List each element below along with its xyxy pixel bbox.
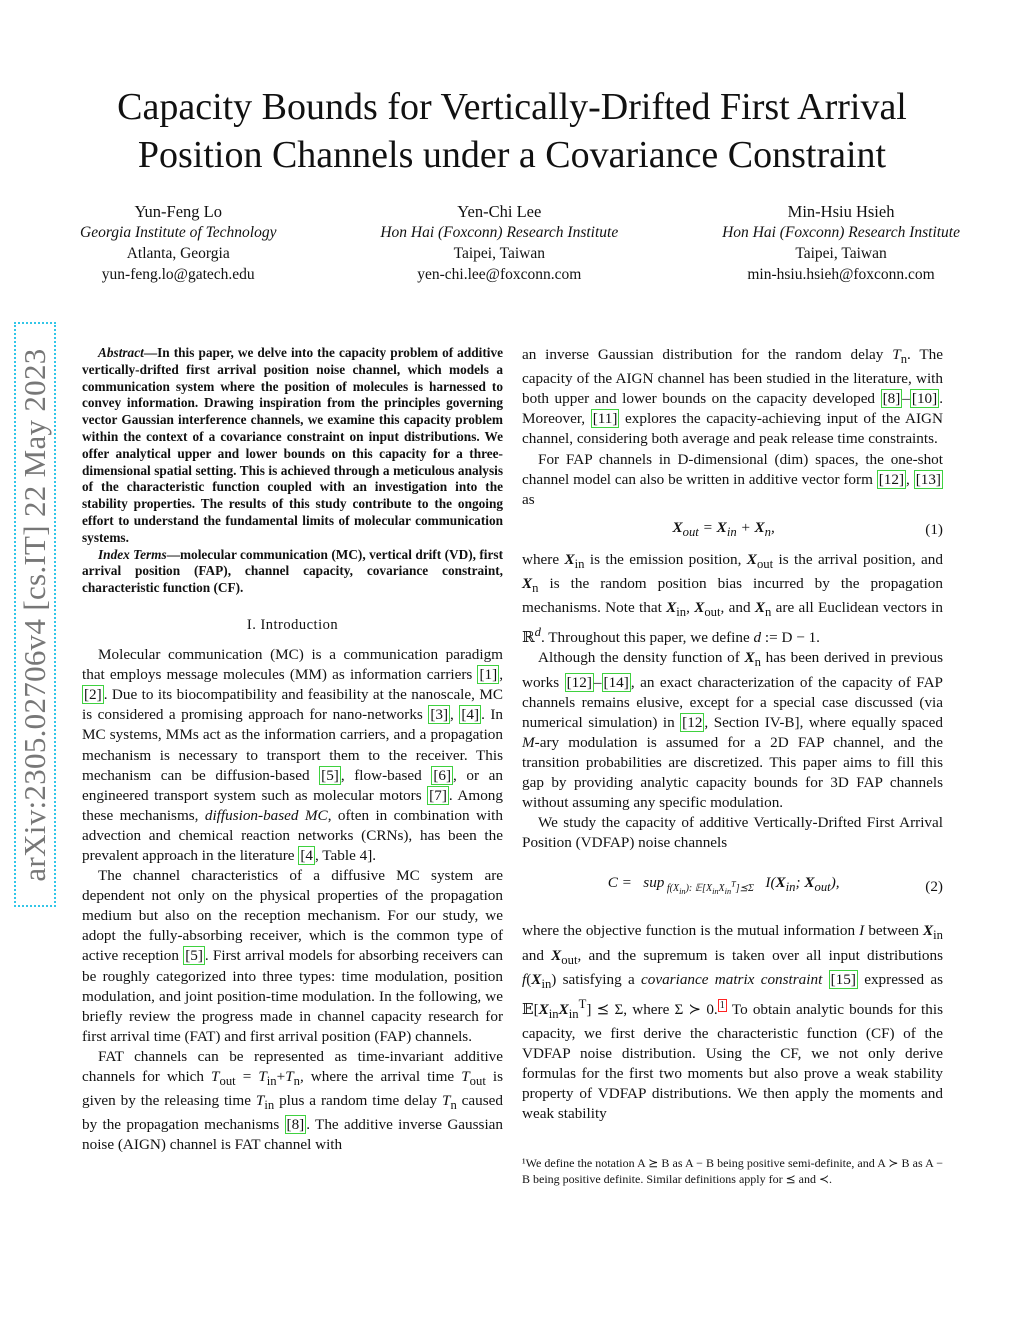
title-line-2: Position Channels under a Covariance Constraint [137, 134, 887, 176]
author-name: Min-Hsiu Hsieh [787, 202, 895, 221]
author-email[interactable]: min-hsiu.hsieh@foxconn.com [747, 266, 935, 283]
paragraph: The channel characteristics of a diffusive MC system are dependent not only on the physical properties of the propagation medium but also on the reception mechanism. For our study, we adopt the fully-absorbing receiver, which is the common type of active reception [5] . First arrival models for absorbing receivers can be roughly categorized into three types: time modulation, position modulation, and joint position-time modulation. In the following, we briefly review the progress made in channel capacity research for first arrival time (FAT) and first arrival position (FAP) channels. [82, 867, 504, 1045]
paragraph: FAT channels can be represented as time-invariant additive channels for which $T_{out} = T_{in}+T_n$, where the arrival time $T_{out}$ is given by the releasing time $T_{in}$ plus a random time delay $T_n$ caused by the propagation mechanisms [8] . The additive inverse Gaussian noise (AIGN) channel is FAT channel with [82, 1047, 503, 1154]
abstract-label: Abstract [98, 345, 144, 360]
author-block [80, 201, 960, 285]
author-affiliation: Georgia Institute of Technology [80, 224, 277, 241]
title-line-1: Capacity Bounds for Vertically-Drifted First Arrival [117, 86, 907, 128]
paragraph: where the objective function is the mutual information I between $X_{in}$ and $X_{out}$, and the supremum is taken over all input distributions $f(X_{in})$ satisfying a covariance matrix constraint [15] expressed as $𝔼[X_{in}X_{in}^T]$ ⪯ Σ, where Σ ≻ 0. $^1$ To obtain analytic bounds for this capacity, we first derive the characteristic function (CF) of the VDFAP noise distribution. Using the CF, we not only derive formulas for the first two moments but also prove a weak stability property of VDFAP distributions. We then apply the moments and weak stability [522, 922, 944, 1123]
author-3 [722, 201, 960, 285]
author-affiliation: Hon Hai (Foxconn) Research Institute [380, 224, 619, 241]
author-1 [80, 201, 276, 285]
section-heading: I. Introduction [246, 616, 339, 633]
equation-number: (2) [925, 878, 943, 896]
equation-1: $X_{out} = X_{in} + X_n$, (1) [672, 518, 943, 539]
author-name: Yen-Chi Lee [457, 202, 542, 221]
author-location: Taipei, Taiwan [795, 245, 887, 262]
author-email[interactable]: yun-feng.lo@gatech.edu [101, 266, 255, 283]
abstract [82, 345, 503, 547]
paragraph: where $X_{in}$ is the emission position, $X_{out}$ is the arrival position, and $X_n$ is the random position bias incurred by the propagation mechanisms. Note that $X_{in}$, $X_{out}$, and $X_n$ are all Euclidean vectors in ℝ$^d$. Throughout this paper, we define d := D − 1. [522, 550, 943, 647]
author-affiliation: Hon Hai (Foxconn) Research Institute [722, 224, 960, 241]
author-name: Yun-Feng Lo [134, 202, 222, 221]
paragraph: For FAP channels in D-dimensional (dim) spaces, the one-shot channel model can also be written in additive vector form [12] , [13] as [522, 450, 943, 508]
paragraph: Molecular communication (MC) is a communication paradigm that employs message molecules (MM) as information carriers [1] , [2] . Due to its biocompatibility and feasibility at the nanoscale, MC is considered a promising approach for nano-networks [3] , [4] . In MC systems, MMs act as the information carriers, and a propagation mechanism is necessary to transport them to the receiver. This mechanism can be diffusion-based [5] , flow-based [6] , or an engineered transport system such as molecular motors [7] . Among these mechanisms, diffusion-based MC, often in combination with advection and chemical reaction networks (CRNs), has been the prevalent approach in the literature [4 , Table 4]. [82, 646, 504, 864]
author-location: Taipei, Taiwan [453, 245, 545, 262]
index-terms [82, 547, 503, 597]
right-column [522, 345, 943, 1124]
arxiv-stamp: arXiv:2305.02706v4 [cs.IT] 22 May 2023 [14, 322, 56, 907]
paragraph: Although the density function of $X_n$ has been derived in previous works [12] – [14] , an exact characterization of the capacity of FAP channels remains elusive, except for a special case discussed (via numerical simulation) in [12 , Section IV-B], where equally spaced M-ary modulation is assumed for a 2D FAP channel, and the transition probabilities are discretized. This paper aims to fill this gap by providing analytic capacity bounds for 3D FAP channels without assuming any specific modulation. [522, 649, 943, 812]
paragraph: an inverse Gaussian distribution for the random delay $T_n$. The capacity of the AIGN channel has been studied in the literature, with both upper and lower bounds on the capacity developed [8] – [10] . Moreover, [11] explores the capacity-achieving input of the AIGN channel, considering both average and peak release time constraints. [522, 346, 943, 448]
author-location: Atlanta, Georgia [126, 245, 230, 262]
index-label: Index Terms [98, 546, 167, 562]
equation-number: (1) [925, 520, 943, 538]
author-2 [380, 201, 618, 285]
paper-title [60, 83, 964, 179]
left-column [82, 345, 503, 1155]
author-email[interactable]: yen-chi.lee@foxconn.com [417, 266, 582, 283]
paragraph: We study the capacity of additive Vertically-Drifted First Arrival Position (VDFAP) noise channels [522, 814, 943, 852]
index-text: —molecular communication (MC), vertical drift (VD), first arrival position (FAP), channel capacity, covariance constraint, characteristic function (CF). [82, 546, 504, 596]
footnote: ¹We define the notation A ⪰ B as A − B being positive semi-definite, and A ≻ B as A − B being positive definite. Similar definitions apply for ⪯ and ≺. [522, 1156, 943, 1186]
abstract-text: —In this paper, we delve into the capacity problem of additive vertically-drifted first arrival position noise channel, which models a communication system where the position of molecules is harnessed to convey information. Drawing inspiration from the principles governing vector Gaussian interference channels, we examine this capacity problem within the context of a covariance constraint on input distributions. We offer analytical upper and lower bounds on this capacity for a three-dimensional spatial setting. This is achieved through a meticulous analysis of the characteristic function coupled with an investigation into the stability properties. The results of this study contribute to the ongoing effort to understand the fundamental limits of molecular communication systems. [82, 345, 503, 545]
equation-2: C = sup $_{f(X_{in}): 𝔼[X_{in}X_{in}^T]⪯\Sigma}$ $I(X_{in}$; $X_{out}$), (2) [607, 873, 943, 896]
